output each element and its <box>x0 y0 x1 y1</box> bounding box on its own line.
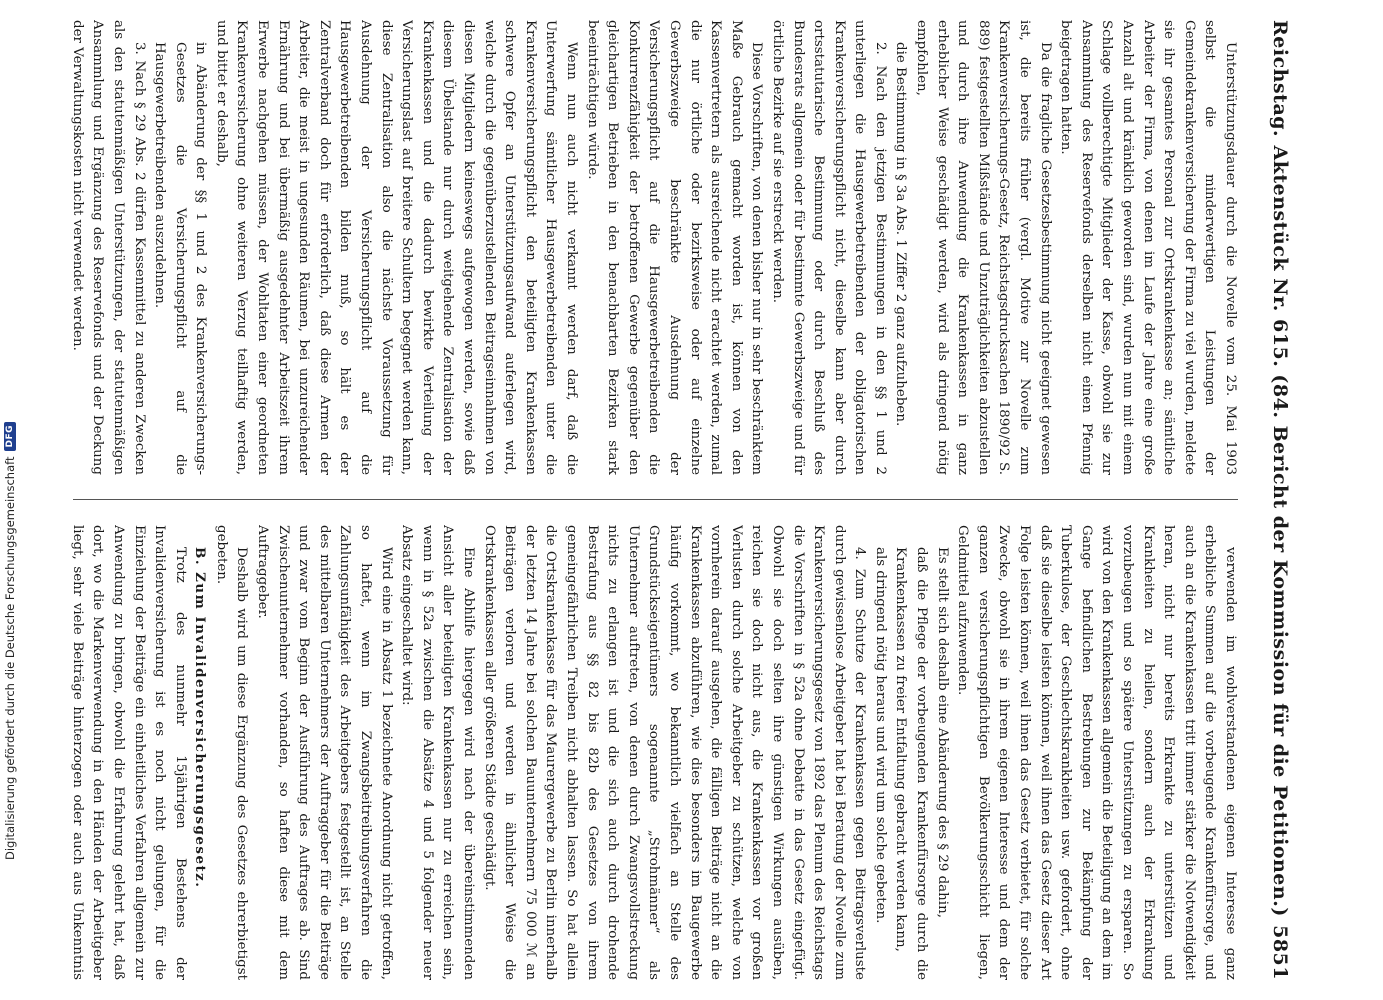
paragraph: als dringend nötig heraus und wird um solche gebeten. <box>872 547 888 924</box>
paragraph: Es stellt sich deshalb eine Abänderung des § 29 dahin, <box>934 547 950 918</box>
dfg-logo: DFG <box>4 422 16 451</box>
paragraph: verwenden im wohlverstandenen eigenen Interesse ganz erhebliche Summen auf die vorbeugende Krankenfürsorge, und auch an die Krankenkassen tritt immer stärker die Notwendigkeit heran, nicht nur bereits Erkrankte zu unterstützen und Krankheiten zu heilen, sondern auch der Erkrankung vorzubeugen und so spätere Unterstützungen zu ersparen. So wird von den Krankenkassen allgemein die Beteiligung an dem im Gange befindlichen Bestrebungen zur Bekämpfung der Tuberkulose, der Geschlechtskrankheiten usw. gefordert, ohne daß sie dieselbe leisten können, weil ihnen das Gesetz dieser Art Folge leisten können, weil ihnen das Gesetz verbietet, für solche Zwecke, obwohl sie in ihrem eigenen Interesse und dem der ganzen versicherungspflichtigen Bevölkerungsschicht liegen, Geldmittel aufzuwenden. <box>955 525 1238 980</box>
paragraph: Wird eine in Absatz 1 bezeichnete Anordnung nicht getroffen, so haftet, wenn im Zwangsbeitreibungsverfahren die Zahlungsunfähigkeit des Arbeitgebers festgestellt ist, an Stelle des mittelbaren Unternehmers der Auftraggeber für die Beiträge und zwar vom Beginn der Ausführung des Auftrages ab. Sind Zwischenunternehmer vorhanden, so haften diese mit dem Auftraggeber. <box>255 525 394 980</box>
scanned-page <box>70 20 1310 980</box>
paragraph: 2. Nach den jetzigen Bestimmungen in den §§ 1 und 2 unterliegen die Hausgewerbetreibenden der obligatorischen Krankenversicherungspflicht nicht, dieselbe kann aber durch ortsstatutarische Bestimmung oder durch Beschluß des Bundesrats allgemein oder für bestimmte Gewerbszweige und für örtliche Bezirke auf sie erstreckt werden. <box>769 20 888 475</box>
header-title: Aktenstück Nr. 615. (84. Bericht der Kommission für die Petitionen.) <box>1269 145 1291 917</box>
paragraph: Eine Abhilfe hiergegen wird nach der übereinstimmenden Ansicht aller beteiligten Krankenkassen nur zu erreichen sein, wenn in § 52a zwischen die Absätze 4 und 5 folgender neuer Absatz eingeschaltet wird: <box>399 525 477 980</box>
digitization-credit <box>0 140 23 860</box>
header-left: Reichstag. <box>1269 20 1291 138</box>
paragraph: die Bestimmung in § 3a Abs. 1 Ziffer 2 ganz aufzuheben. <box>893 42 909 427</box>
column-divider <box>73 499 1238 500</box>
page-number: 5851 <box>1269 925 1291 980</box>
paragraph: Trotz des nunmehr 15jährigen Bestehens der Invalidenversicherung ist es noch nicht gelungen, für die Einziehung der Beiträge ein einheitliches Verfahren allgemein zur Anwendung zu bringen, obwohl die Erfahrung gelehrt hat, daß dort, wo die Markenverwendung in den Händen der Arbeitgeber liegt, sehr viele Beiträge hinterzogen oder auch aus Unkenntnis <box>70 525 188 980</box>
paragraph: Wenn nun auch nicht verkannt werden darf, daß die Unterwerfung sämtlicher Hausgewerbetreibenden unter die Krankenversicherungspflicht den beteiligten Krankenkassen schwere Opfer an Unterstützungsaufwand auferlegen wird, welche durch die gegenüberzustellenden Beitragseinnahmen von diesen Mitgliedern keineswegs aufgewogen werden, sowie daß diesem Übelstande nur durch weitgehende Zentralisation der Krankenkassen und die dadurch bewirkte Verteilung der Versicherungslast auf breitere Schultern begegnet werden kann, diese Zentralisation also die nächste Voraussetzung für Ausdehnung der Versicherungspflicht auf die Hausgewerbetreibenden bilden muß, so hält es der Zentralverband doch für erforderlich, daß diese Armen der Arbeiter, die meist in ungesunden Räumen, bei unzureichender Ernährung und bei übermäßig ausgedehnter Arbeitszeit ihrem Erwerbe nachgehen müssen, der Wohltaten einer geordneten Krankenversicherung ohne weiteren Verzug teilhaftig werden, und bittet er deshalb, <box>213 20 579 475</box>
credit-text: Digitalisierung gefördert durch die Deutsche Forschungsgemeinschaft <box>3 456 17 860</box>
paragraph: Da die fragliche Gesetzesbestimmung nicht geeignet gewesen ist, die bereits früher (vergl. Motive zur Novelle zum Krankenversicherungs-Gesetz, Reichstagsdrucksachen 1890/92 S. 889) festgestellten Mißstände und Unzuträglichkeiten abzustellen und durch ihre Anwendung die Krankenkassen in ganz erheblicher Weise geschädigt werden, wird als dringend nötig empfohlen, <box>914 20 1053 475</box>
paragraph: Diese Vorschriften, von denen bisher nur in sehr beschränktem Maße Gebrauch gemacht worden ist, können von den Kassenvertretern als ausreichende nicht erachtet werden, zumal die nur örtliche oder bezirksweise oder auf einzelne Gewerbszweige beschränkte Ausdehnung der Versicherungspflicht auf die Hausgewerbetreibenden die Konkurrenzfähigkeit der betroffenen Gewerbe gegenüber den gleichartigen Betrieben in den benachbarten Bezirken stark beeinträchtigen würde. <box>584 20 765 475</box>
paragraph: Deshalb wird um diese Ergänzung des Gesetzes ehrerbietigst gebeten. <box>213 525 250 980</box>
section-heading: B. Zum Invalidenversicherungsgesetz. <box>192 547 209 889</box>
left-column <box>70 20 1240 475</box>
paragraph: 4. Zum Schutze der Krankenkassen gegen Beitragsverluste durch gewissenlose Arbeitgeber hat bei Beratung der Novelle zum Krankenversicherungsgesetz von 1892 das Plenum des Reichstags die Vorschriften in § 52a ohne Debatte in das Gesetz eingefügt. Obwohl sie doch selten ihre günstigen Wirkungen ausüben, reichen sie doch nicht aus, die Krankenkassen vor großen Verlusten durch solche Arbeitgeber zu schützen, welche von vornherein darauf ausgehen, die fälligen Beiträge nicht an die Krankenkassen abzuführen, wie dies besonders im Baugewerbe häufig vorkommt, wo bekanntlich vielfach an Stelle des Grundstückseigentümers sogenannte „Strohmänner“ als Unternehmer auftreten, von denen durch Zwangsvollstreckung nichts zu erlangen ist und die sich auch durch drohende Bestrafung aus §§ 82 bis 82b des Gesetzes von ihrem gemeingefährlichen Treiben nicht abhalten lassen. So hat allein die Ortskrankenkasse für das Maurergewerbe zu Berlin innerhalb der letzten 14 Jahre bei solchen Bauunternehmern 75 000 ℳ an Beiträgen verloren und werden in ähnlicher Weise die Ortskrankenkassen aller größeren Städte geschädigt. <box>481 525 868 980</box>
right-column <box>70 525 1240 980</box>
paragraph: Unterstützungsdauer durch die Novelle vom 25. Mai 1903 selbst die minderwertigen Leistungen der Gemeindekrankenversicherung der Firma zu viel wurden, meldete sie ihr gesamtes Personal zur Ortskrankenkasse an; sämtliche Arbeiter der Firma, von denen im Laufe der Jahre eine große Anzahl alt und kränklich geworden sind, wurden nun mit einem Schlage vollberechtigte Mitglieder der Kasse, obwohl sie zur Ansammlung des Reservefonds derselben nicht einen Pfennig beigetragen hatten. <box>1058 20 1238 475</box>
paragraph: daß die Pflege der vorbeugenden Krankenfürsorge durch die Krankenkassen zu freier Entfaltung gebracht werden kann, <box>893 547 930 980</box>
paragraph: 3. Nach § 29 Abs. 2 dürfen Kassenmittel zu anderen Zwecken als den statutenmäßigen Unterstützungen, der statutenmäßigen Ansammlung und Ergänzung des Reservefonds und der Deckung der Verwaltungskosten nicht verwendet werden. <box>70 20 147 475</box>
paragraph: in Abänderung der §§ 1 und 2 des Krankenversicherungs-Gesetzes die Versicherungspflicht auf die Hausgewerbetreibenden auszudehnen. <box>152 42 209 475</box>
page-header <box>1250 20 1310 980</box>
